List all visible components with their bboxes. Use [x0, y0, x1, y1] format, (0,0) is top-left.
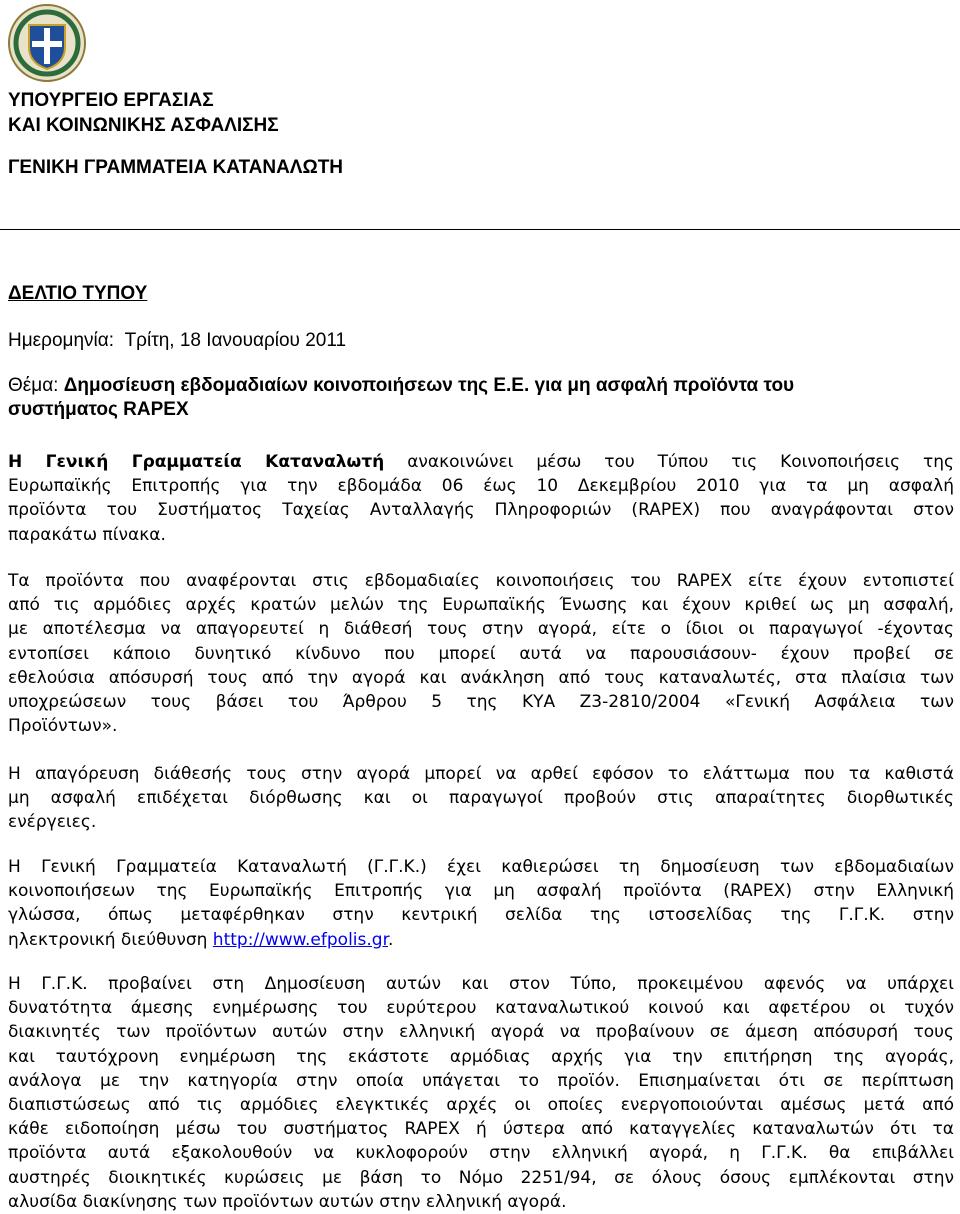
greek-coat-of-arms-emblem	[7, 3, 87, 83]
paragraph-line: και ταυτόχρονη ενημέρωση της εκάστοτε αρμόδιας αρχής για την επιτήρηση της αγοράς,	[8, 1046, 954, 1067]
website-link[interactable]: http://www.efpolis.gr	[212, 929, 388, 950]
paragraph-text: ηλεκτρονική διεύθυνση	[8, 929, 208, 950]
ministry-header	[8, 88, 279, 138]
subject-label: Θέμα:	[8, 375, 59, 396]
paragraph-line: αυστηρές διοικητικές κυρώσεις με βάση το Νόμο 2251/94, σε όλους όσους εμπλέκονται στην	[8, 1167, 954, 1188]
paragraph-announcement	[8, 450, 954, 547]
paragraph-line	[8, 450, 954, 474]
header-divider	[0, 229, 960, 230]
paragraph-line: από τις αρμόδιες αρχές κρατών μελών της Ευρωπαϊκής Ένωσης και έχουν κριθεί ως μη ασφαλή,	[8, 595, 954, 616]
paragraph-enforcement	[8, 972, 954, 1214]
subject-text-line1: Δημοσίευση εβδομαδιαίων κοινοποιήσεων της Ε.Ε. για μη ασφαλή προϊόντα του	[63, 375, 795, 396]
paragraph-line: Η Γενική Γραμματεία Καταναλωτή (Γ.Γ.Κ.) έχει καθιερώσει τη δημοσίευση των εβδομαδιαίων	[8, 857, 954, 877]
paragraph-line: υποχρεώσεων τους βάσει του Άρθρου 5 της ΚΥΑ Ζ3-2810/2004 «Γενική Ασφάλεια των	[8, 692, 954, 713]
ministry-name-line1: ΥΠΟΥΡΓΕΙΟ ΕΡΓΑΣΙΑΣ	[8, 90, 214, 111]
paragraph-line: αλυσίδα διακίνησης των προϊόντων αυτών στην ελληνική αγορά.	[8, 1191, 567, 1212]
paragraph-line: προϊόντα του Συστήματος Ταχείας Ανταλλαγής Πληροφοριών (RAPEX) που αναγράφονται στον	[8, 500, 954, 521]
paragraph-line	[8, 928, 954, 952]
paragraph-line: κάθε ειδοποίηση μέσω του συστήματος RAPEX ή ύστερα από καταγγελίες καταναλωτών ότι τα	[8, 1119, 954, 1140]
paragraph-line: προϊόντα αυτά εξακολουθούν να κυκλοφορούν στην ελληνική αγορά, η Γ.Γ.Κ. θα επιβάλλει	[8, 1143, 954, 1164]
paragraph-line: με αποτέλεσμα να απαγορευτεί η διάθεσή τους στην αγορά, είτε ο ίδιοι οι παραγωγοί -έχοντας	[8, 619, 954, 640]
paragraph-line: δυνατότητα άμεσης ενημέρωσης του ευρύτερου καταναλωτικού κοινού και αφετέρου οι τυχόν	[8, 998, 954, 1019]
paragraph-publication	[8, 855, 954, 952]
paragraph-line: διακινητές των προϊόντων αυτών στην ελληνική αγορά να προβαίνουν σε άμεση απόσυρσή τους	[8, 1022, 954, 1043]
paragraph-line: Η απαγόρευση διάθεσής τους στην αγορά μπορεί να αρθεί εφόσον το ελάττωμα που τα καθιστά	[8, 764, 954, 784]
paragraph-line: Τα προϊόντα που αναφέρονται στις εβδομαδιαίες κοινοποιήσεις του RAPEX είτε έχουν εντοπιστεί	[8, 571, 954, 591]
general-secretariat: ΓΕΝΙΚΗ ΓΡΑΜΜΑΤΕΙΑ ΚΑΤΑΝΑΛΩΤΗ	[8, 157, 344, 178]
paragraph-line: κοινοποιήσεων της Ευρωπαϊκής Επιτροπής για μη ασφαλή προϊόντα (RAPEX) στην Ελληνική	[8, 881, 954, 902]
paragraph-text: ανακοινώνει μέσω του Τύπου τις Κοινοποιήσεις της	[407, 452, 955, 472]
paragraph-line: παρακάτω πίνακα.	[8, 524, 166, 545]
paragraph-line: Προϊόντων».	[8, 716, 118, 737]
paragraph-line: γλώσσα, όπως μεταφέρθηκαν στην κεντρική σελίδα της ιστοσελίδας της Γ.Γ.Κ. στην	[8, 905, 954, 926]
subject	[8, 374, 954, 422]
release-date	[8, 330, 346, 352]
paragraph-line: μη ασφαλή επιδέχεται διόρθωσης και οι παραγωγοί προβούν στις απαραίτητες διορθωτικές	[8, 788, 954, 809]
paragraph-line: Ευρωπαϊκής Επιτροπής για την εβδομάδα 06 έως 10 Δεκεμβρίου 2010 για τα μη ασφαλή	[8, 476, 954, 497]
paragraph-line: ανάλογα με την κατηγορία στην οποία υπάγεται το προϊόν. Επισημαίνεται ότι σε περίπτωση	[8, 1070, 954, 1091]
paragraph-line: Η Γ.Γ.Κ. προβαίνει στη Δημοσίευση αυτών και στον Τύπο, προκειμένου αφενός να υπάρχει	[8, 974, 954, 994]
paragraph-line: διαπιστώσεως από τις αρμόδιες ελεγκτικές αρχές οι οποίες ενεργοποιούνται αμέσως μετά από	[8, 1095, 954, 1116]
paragraph-line: εθελούσια απόσυρσή τους από την αγορά και ανάκληση από τους καταναλωτές, στα πλαίσια των	[8, 667, 954, 688]
paragraph-products	[8, 569, 954, 738]
subject-text-line2: συστήματος RAPEX	[8, 399, 189, 420]
date-label: Ημερομηνία:	[8, 330, 115, 351]
paragraph-text: .	[388, 929, 394, 950]
date-value: Τρίτη, 18 Ιανουαρίου 2011	[124, 330, 347, 351]
paragraph-line: εντοπίσει κάποιο δυνητικό κίνδυνο που μπορεί αυτά να παρουσιάσουν- έχουν προβεί σε	[8, 643, 954, 664]
secretariat-name-bold: Η Γενική Γραμματεία Καταναλωτή	[8, 452, 385, 472]
paragraph-ban-lift	[8, 762, 954, 835]
press-release-title: ΔΕΛΤΙΟ ΤΥΠΟΥ	[8, 283, 148, 304]
paragraph-line: ενέργειες.	[8, 812, 97, 833]
ministry-name-line2: ΚΑΙ ΚΟΙΝΩΝΙΚΗΣ ΑΣΦΑΛΙΣΗΣ	[8, 115, 279, 136]
